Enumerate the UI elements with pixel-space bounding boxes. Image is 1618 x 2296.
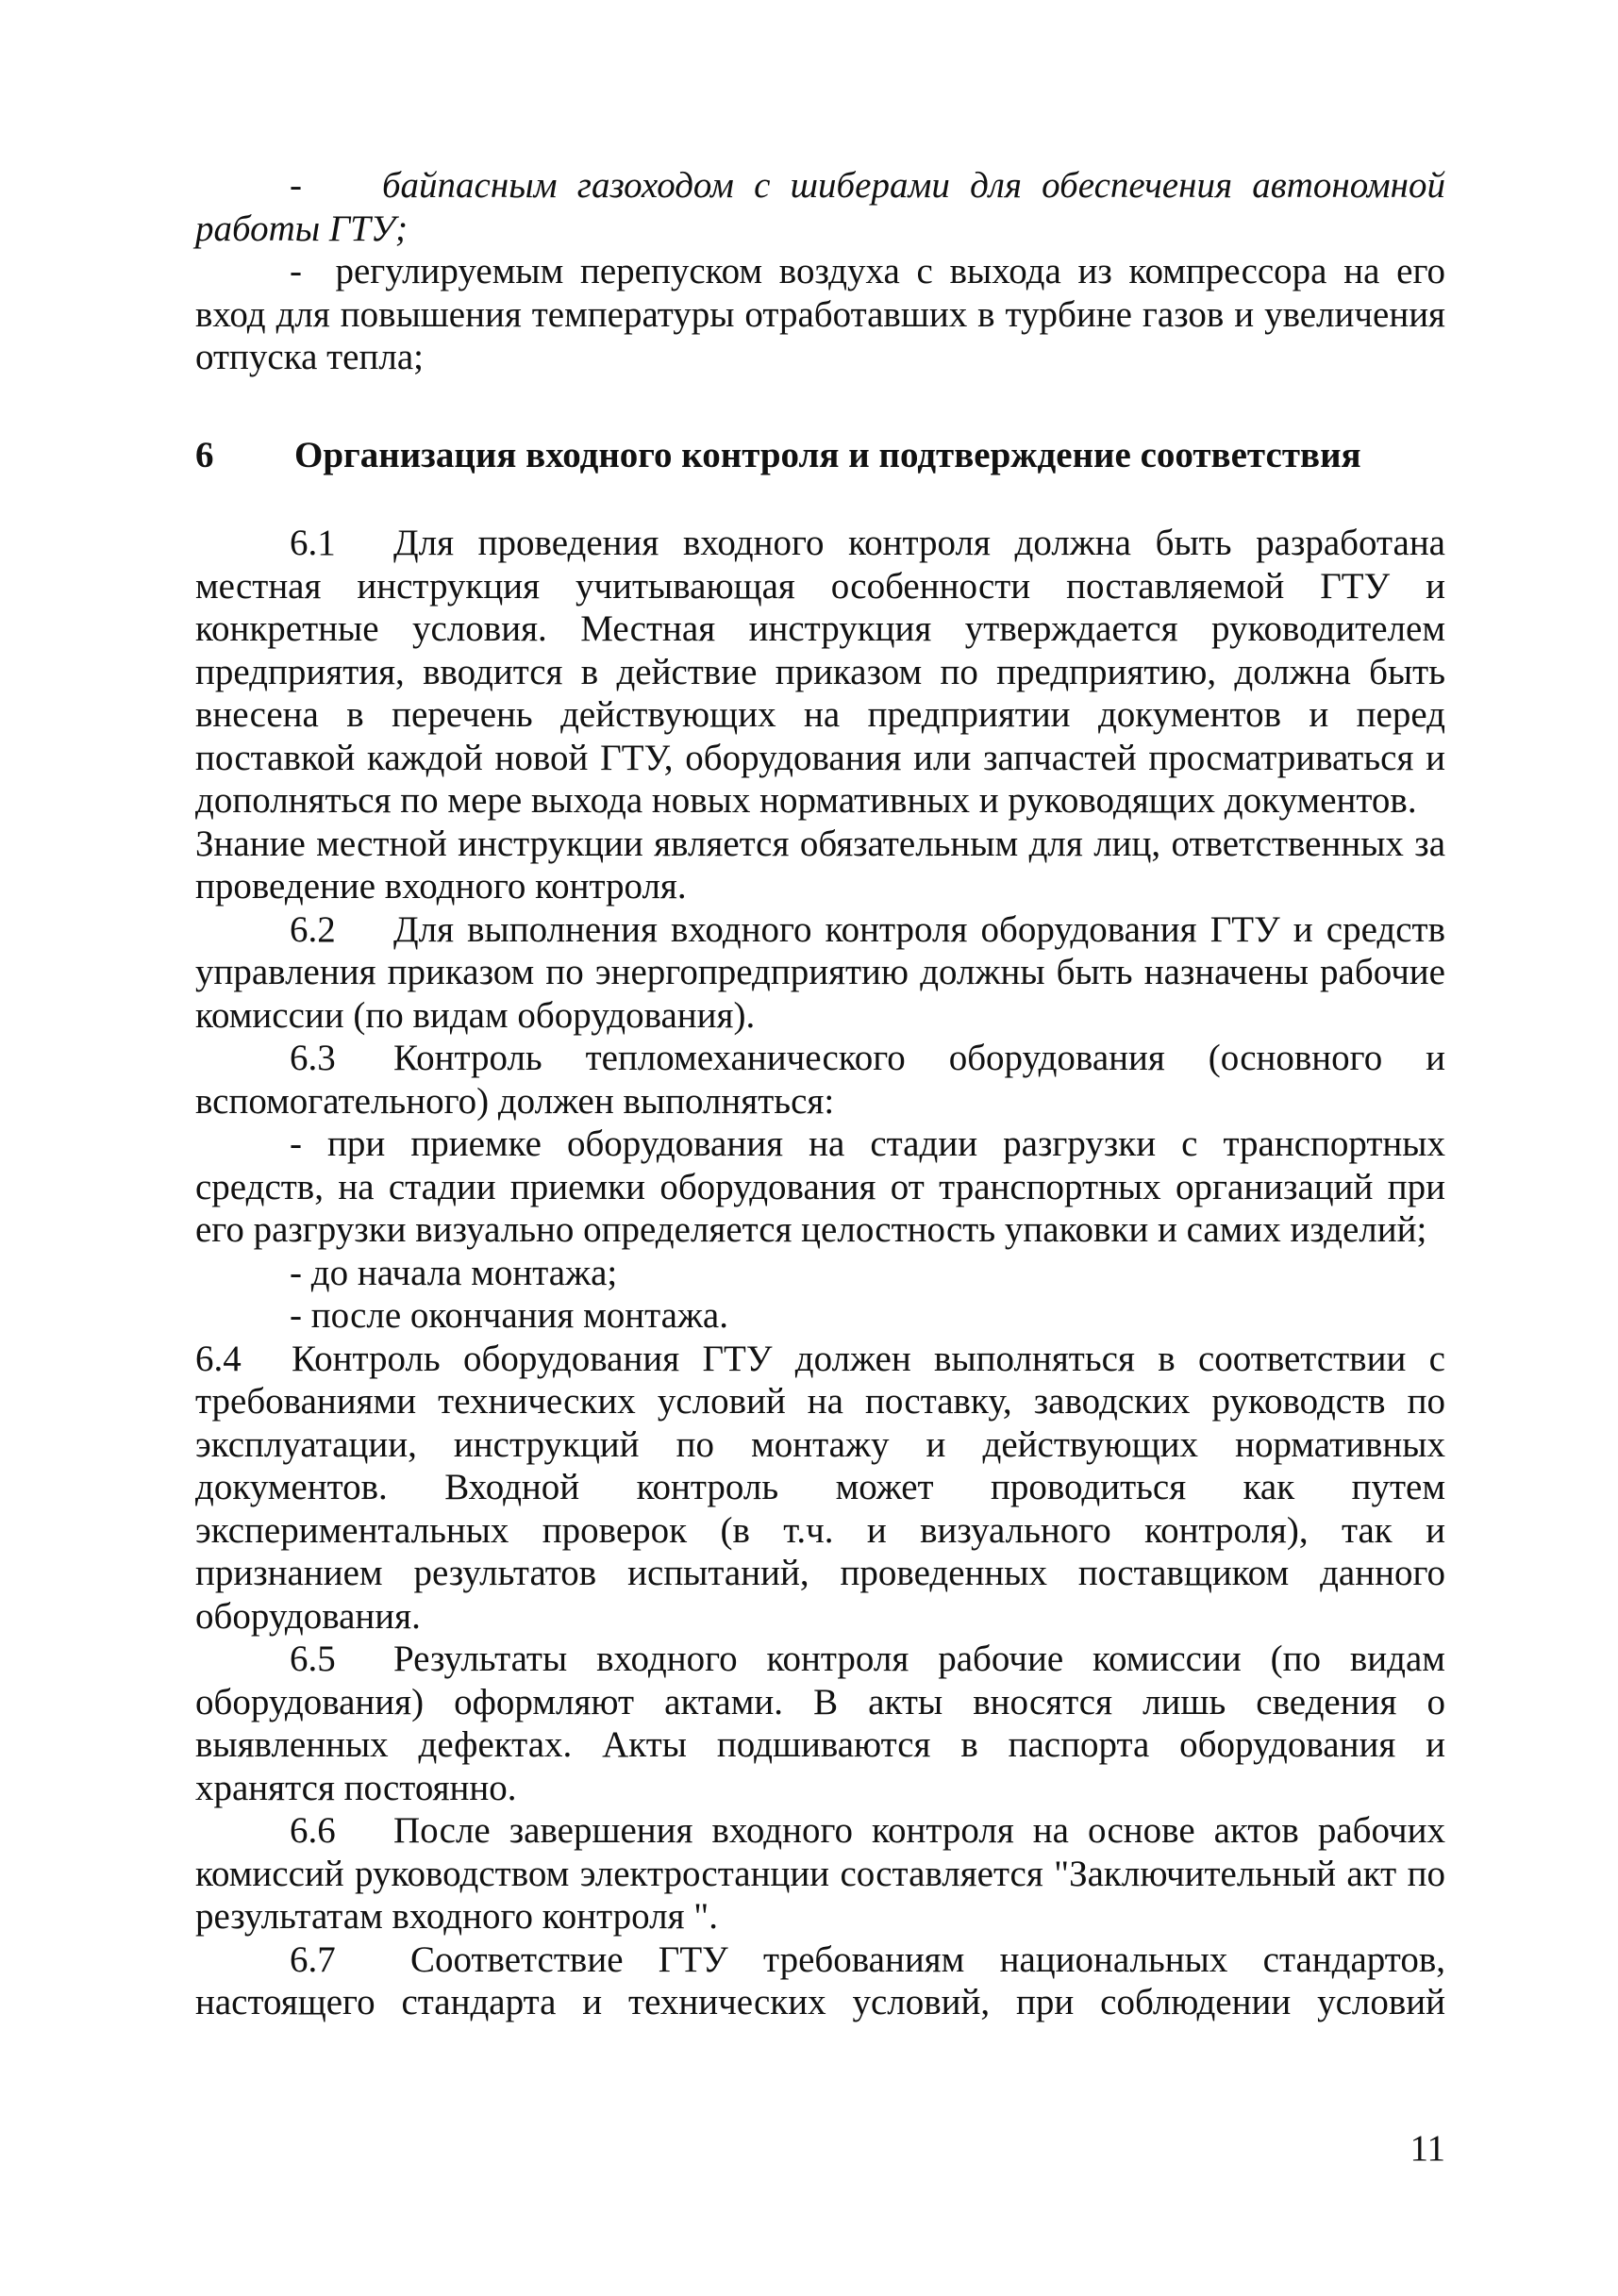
clause-6-3-item-1 — [195, 1123, 1445, 1252]
clause-text: Контроль оборудования ГТУ должен выполняться в соответствии с требованиями технических условий на поставку, заводских руководств по эксплуатации, инструкций по монтажу и действующих нормативных документов. Входной контроль может проводиться как путем экспериментальных проверок (в т.ч. и визуального контроля), так и признанием результатов испытаний, проведенных поставщиком данного оборудования. — [195, 1338, 1445, 1637]
clause-number: 6.3 — [290, 1038, 336, 1078]
clause-6-6 — [195, 1809, 1445, 1938]
clause-number: 6.6 — [290, 1810, 336, 1851]
list-item-text: - до начала монтажа; — [290, 1252, 618, 1293]
page-content — [195, 164, 1445, 2024]
list-item-text: - при приемке оборудования на стадии разгрузки с транспортных средств, на стадии приемки оборудования от транспортных организаций при его разгрузки визуально определяется целостность упаковки и самих изделий; — [195, 1123, 1445, 1250]
clause-note-text: Знание местной инструкции является обязательным для лиц, ответственных за проведение входного контроля. — [195, 823, 1445, 907]
clause-text: Для проведения входного контроля должна быть разработана местная инструкция учитывающая особенности поставляемой ГТУ и конкретные условия. Местная инструкция утверждается руководителем предприятия, вводится в действие приказом по предприятию, должна быть внесена в перечень действующих на предприятии документов и перед поставкой каждой новой ГТУ, оборудования или запчастей просматриваться и дополняться по мере выхода новых нормативных и руководящих документов. — [195, 523, 1445, 821]
section-number: 6 — [195, 434, 214, 475]
clause-6-1 — [195, 522, 1445, 823]
clause-number: 6.1 — [290, 523, 336, 563]
clause-number: 6.2 — [290, 908, 336, 950]
list-dash: - — [290, 165, 302, 206]
list-item-text: - после окончания монтажа. — [290, 1295, 728, 1336]
page-number: 11 — [1409, 2128, 1445, 2169]
clause-number: 6.7 — [290, 1938, 336, 1980]
clause-6-3-item-2 — [195, 1252, 1445, 1295]
clause-text: После завершения входного контроля на основе актов рабочих комиссий руководством электростанции составляется "Заключительный акт по результатам входного контроля ". — [195, 1810, 1445, 1937]
list-item-text: байпасным газоходом с шиберами для обеспечения автономной работы ГТУ; — [195, 165, 1446, 249]
clause-6-4 — [195, 1338, 1445, 1639]
clause-6-7 — [195, 1938, 1445, 2024]
clause-number: 6.4 — [195, 1338, 242, 1379]
clause-text: Соответствие ГТУ требованиям национальных стандартов, настоящего стандарта и технических условий, при соблюдении условий — [195, 1938, 1445, 2022]
list-dash: - — [290, 251, 302, 291]
clause-6-3-item-3 — [195, 1294, 1445, 1338]
clause-number: 6.5 — [290, 1639, 336, 1679]
clause-6-1-note — [195, 823, 1445, 908]
clause-text: Результаты входного контроля рабочие комиссии (по видам оборудования) оформляют актами. В акты вносятся лишь сведения о выявленных дефектах. Акты подшиваются в паспорта оборудования и хранятся постоянно. — [195, 1639, 1445, 1808]
list-item-air-bypass — [195, 250, 1445, 379]
clause-text: Контроль тепломеханического оборудования (основного и вспомогательного) должен выполняться: — [195, 1038, 1445, 1122]
list-item-bypass — [195, 164, 1445, 250]
section-title: Организация входного контроля и подтверждение соответствия — [294, 434, 1361, 475]
clause-6-2 — [195, 908, 1445, 1038]
clause-6-3 — [195, 1037, 1445, 1123]
clause-6-5 — [195, 1638, 1445, 1809]
clause-text: Для выполнения входного контроля оборудования ГТУ и средств управления приказом по энергопредприятию должны быть назначены рабочие комиссии (по видам оборудования). — [195, 908, 1445, 1036]
section-heading — [195, 434, 1445, 477]
list-item-text: регулируемым перепуском воздуха с выхода из компрессора на его вход для повышения температуры отработавших в турбине газов и увеличения отпуска тепла; — [195, 251, 1445, 377]
